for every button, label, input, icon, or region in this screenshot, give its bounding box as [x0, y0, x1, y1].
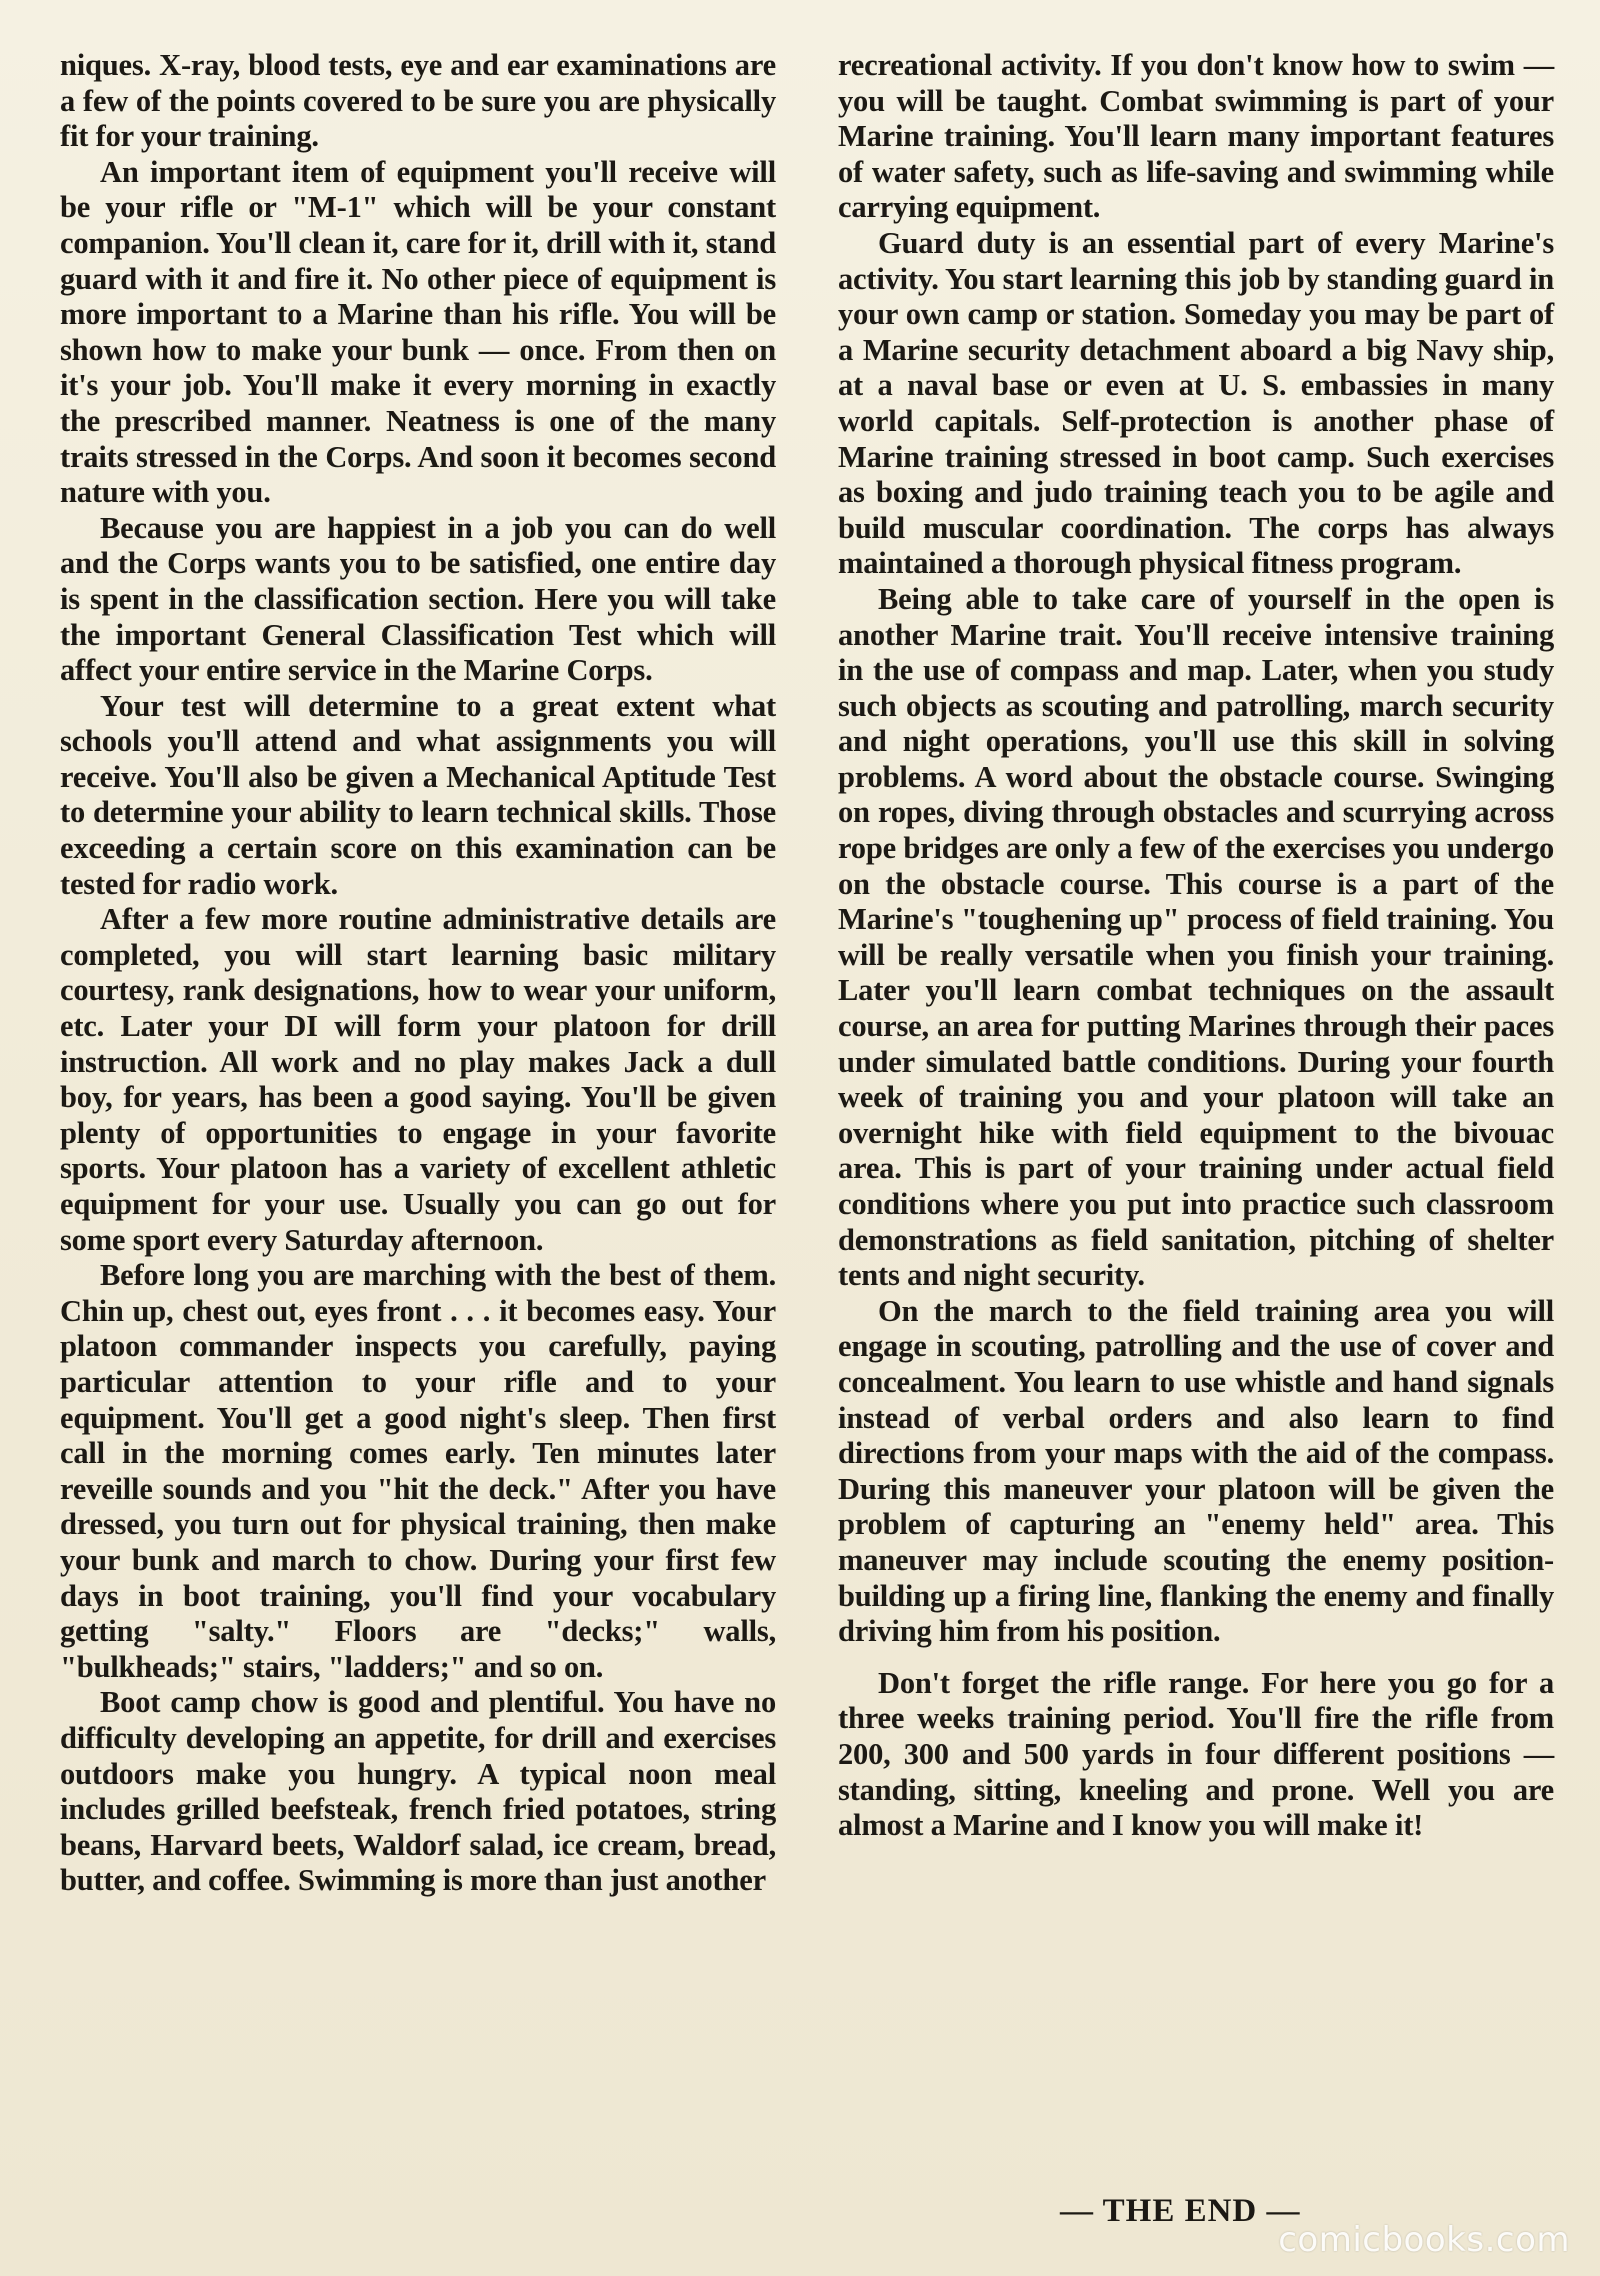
paragraph-right-5: Don't forget the rifle range. For here you go for a three weeks training period. You'll fire the rifle from 200, 300 and 500 yards in four different positions — standing, sitting, kneeling and prone. Well you are almost a Marine and I know you will make it! — [838, 1665, 1554, 1843]
the-end-label: — THE END — — [1060, 2193, 1301, 2229]
paragraph-right-3: Being able to take care of yourself in the open is another Marine trait. You'll receive intensive training in the use of compass and map. Later, when you study such objects as scouting and patrolling, march security and night operations, you'll use this skill in solving problems. A word about the obstacle course. Swinging on ropes, diving through obstacles and scurrying across rope bridges are only a few of the exercises you undergo on the obstacle course. This course is a part of the Marine's "toughening up" process of field training. You will be really versatile when you finish your training. Later you'll learn combat techniques on the assault course, an area for putting Marines through their paces under simulated battle conditions. During your fourth week of training you and your platoon will take an overnight hike with field equipment to the bivouac area. This is part of your training under actual field conditions where you put into practice such classroom demonstrations as field sanitation, pitching of shelter tents and night security. — [838, 581, 1554, 1293]
watermark: comicbooks.com — [1278, 2220, 1570, 2260]
right-column — [838, 48, 1554, 1844]
paragraph-right-2: Guard duty is an essential part of every Marine's activity. You start learning this job by standing guard in your own camp or station. Someday you may be part of a Marine security detachment aboard a big Navy ship, at a naval base or even at U. S. embassies in many world capitals. Self-protection is another phase of Marine training stressed in boot camp. Such exercises as boxing and judo training teach you to be agile and build muscular coordination. The corps has always maintained a thorough physical fitness program. — [838, 225, 1554, 581]
paragraph-right-4: On the march to the field training area you will engage in scouting, patrolling and the use of cover and concealment. You learn to use whistle and hand signals instead of verbal orders and also learn to find directions from your maps with the aid of the compass. During this maneuver your platoon will be given the problem of capturing an "enemy held" area. This maneuver may include scouting the enemy position-building up a firing line, flanking the enemy and finally driving him from his position. — [838, 1293, 1554, 1649]
paragraph-left-4: Your test will determine to a great extent what schools you'll attend and what assignments you will receive. You'll also be given a Mechanical Aptitude Test to determine your ability to learn technical skills. Those exceeding a certain score on this examination can be tested for radio work. — [60, 688, 776, 901]
paragraph-left-1: niques. X-ray, blood tests, eye and ear examinations are a few of the points covered to be sure you are physically fit for your training. — [60, 48, 776, 154]
paragraph-right-1: recreational activity. If you don't know how to swim — you will be taught. Combat swimming is part of your Marine training. You'll learn many important features of water safety, such as life-saving and swimming while carrying equipment. — [838, 48, 1554, 225]
paragraph-left-3: Because you are happiest in a job you can do well and the Corps wants you to be satisfied, one entire day is spent in the classification section. Here you will take the important General Classification Test which will affect your entire service in the Marine Corps. — [60, 510, 776, 688]
paragraph-left-2: An important item of equipment you'll receive will be your rifle or "M-1" which will be your constant companion. You'll clean it, care for it, drill with it, stand guard with it and fire it. No other piece of equipment is more important to a Marine than his rifle. You will be shown how to make your bunk — once. From then on it's your job. You'll make it every morning in exactly the prescribed manner. Neatness is one of the many traits stressed in the Corps. And soon it becomes second nature with you. — [60, 154, 776, 510]
left-column — [60, 48, 776, 1899]
paragraph-left-6: Before long you are marching with the best of them. Chin up, chest out, eyes front . . . it becomes easy. Your platoon commander inspects you carefully, paying particular attention to your rifle and to your equipment. You'll get a good night's sleep. Then first call in the morning comes early. Ten minutes later reveille sounds and you "hit the deck." After you have dressed, you turn out for physical training, then make your bunk and march to chow. During your first few days in boot training, you'll find your vocabulary getting "salty." Floors are "decks;" walls, "bulkheads;" stairs, "ladders;" and so on. — [60, 1258, 776, 1684]
paragraph-left-7: Boot camp chow is good and plentiful. You have no difficulty developing an appetite, for drill and exercises outdoors make you hungry. A typical noon meal includes grilled beefsteak, french fried potatoes, string beans, Harvard beets, Waldorf salad, ice cream, bread, butter, and coffee. Swimming is more than just another — [60, 1685, 776, 1898]
paragraph-left-5: After a few more routine administrative details are completed, you will start learning basic military courtesy, rank designations, how to wear your uniform, etc. Later your DI will form your platoon for drill instruction. All work and no play makes Jack a dull boy, for years, has been a good saying. You'll be given plenty of opportunities to engage in your favorite sports. Your platoon has a variety of excellent athletic equipment for your use. Usually you can go out for some sport every Saturday afternoon. — [60, 902, 776, 1257]
